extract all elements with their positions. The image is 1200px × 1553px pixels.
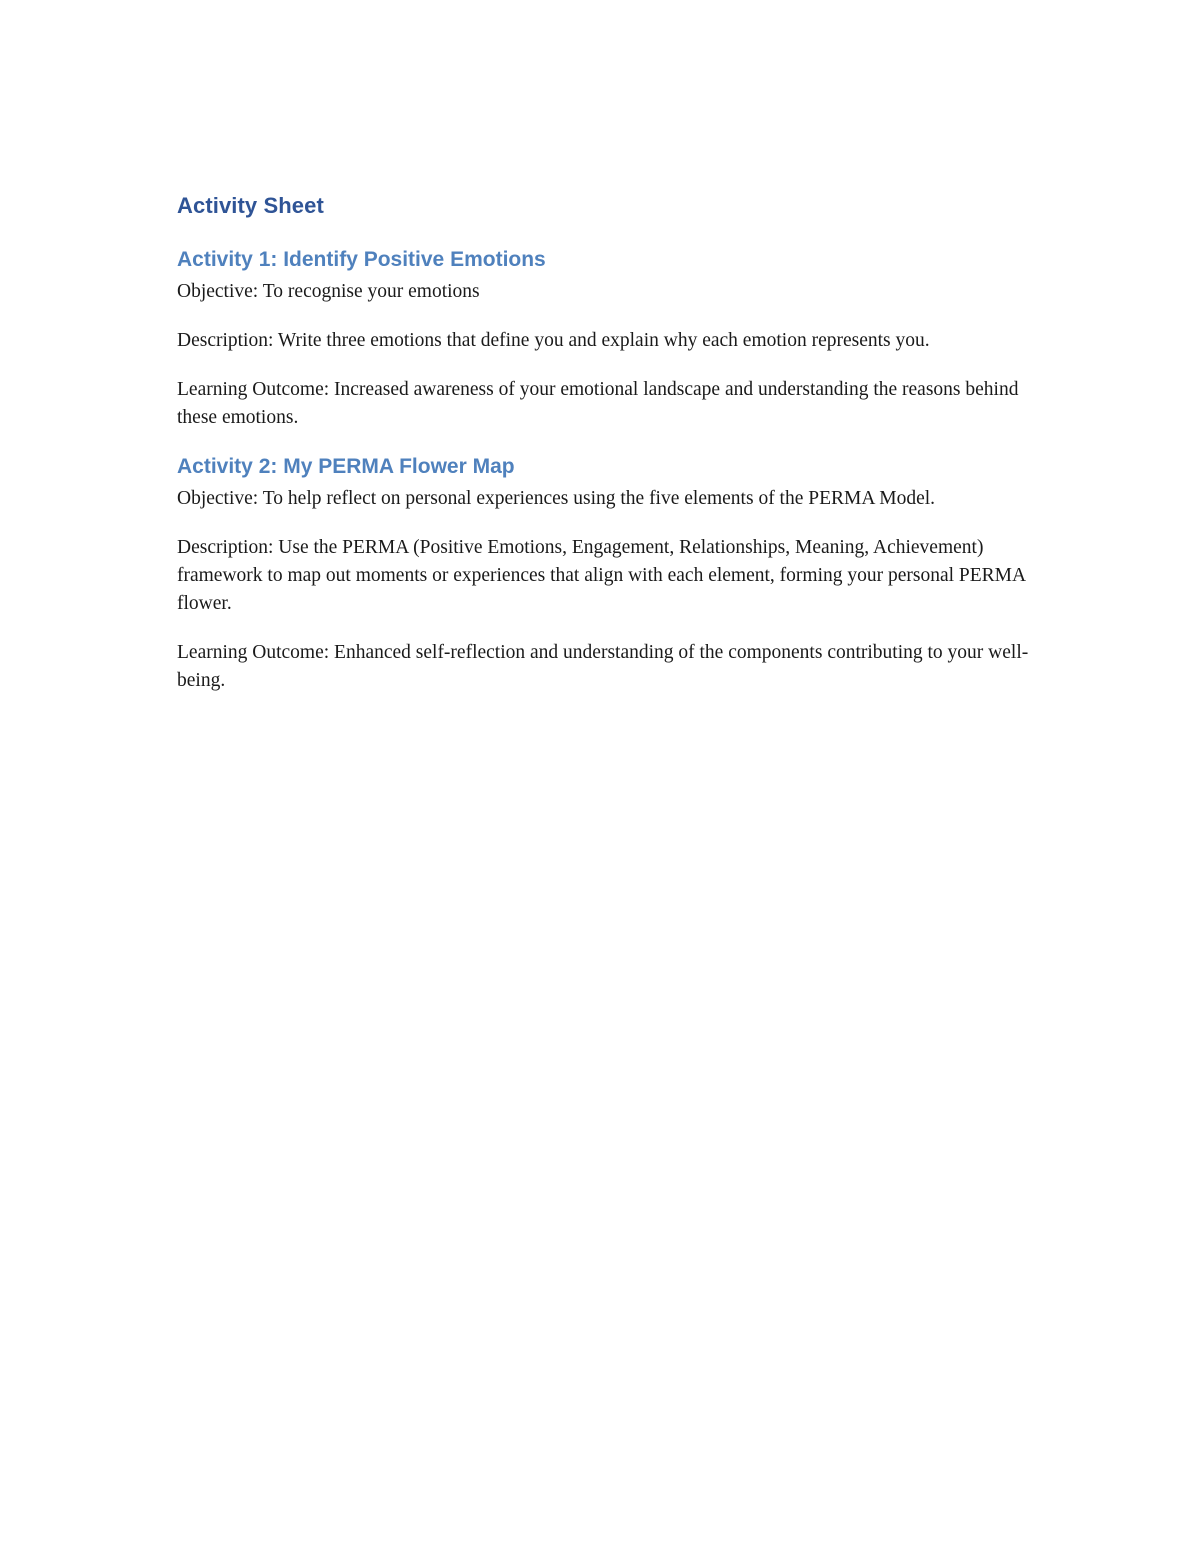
activity-1-section — [177, 246, 1037, 432]
activity-1-description: Description: Write three emotions that define you and explain why each emotion represents you. — [177, 330, 930, 351]
document-body — [177, 190, 1037, 716]
activity-1-outcome: Learning Outcome: Increased awareness of your emotional landscape and understanding the reasons behind these emotions. — [177, 379, 1019, 428]
activity-1-heading: Activity 1: Identify Positive Emotions — [177, 248, 546, 271]
activity-2-heading: Activity 2: My PERMA Flower Map — [177, 455, 515, 478]
activity-2-section — [177, 453, 1037, 695]
activity-1-objective: Objective: To recognise your emotions — [177, 281, 480, 302]
activity-2-objective: Objective: To help reflect on personal experiences using the five elements of the PERMA Model. — [177, 488, 936, 509]
page-title: Activity Sheet — [177, 193, 324, 218]
activity-2-outcome: Learning Outcome: Enhanced self-reflection and understanding of the components contributing to your well-being. — [177, 642, 1029, 691]
activity-2-description: Description: Use the PERMA (Positive Emotions, Engagement, Relationships, Meaning, Achievement) framework to map out moments or experiences that align with each element, forming your personal PERMA flower. — [177, 537, 1026, 614]
